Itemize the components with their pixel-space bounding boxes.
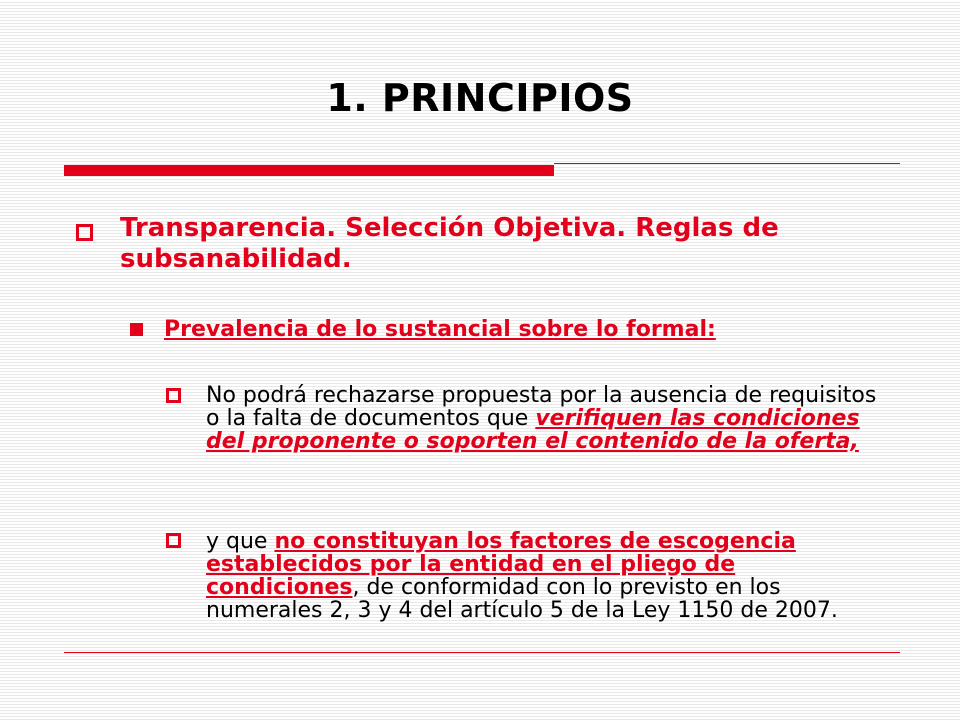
- bullet-item2-text: [206, 530, 886, 622]
- item2-emphasis-text: no constituyan los factores de escogencia establecidos por la entidad en el pliego de condiciones: [206, 529, 796, 600]
- item1-emphasis-text: verifiquen las condiciones del proponente o soporten el contenido de la oferta,: [206, 406, 860, 454]
- bullet-level1-text: Transparencia. Selección Objetiva. Reglas de subsanabilidad.: [120, 213, 779, 274]
- bullet-level2-text: Prevalencia de lo sustancial sobre lo formal:: [164, 317, 716, 342]
- bullet-item1-text: [206, 384, 886, 453]
- item1-plain-text: No podrá rechazarse propuesta por la ausencia de requisitos o la falta de documentos que: [206, 383, 877, 431]
- slide-title: 1. PRINCIPIOS: [326, 76, 634, 120]
- hollow-square-icon: [166, 388, 181, 403]
- hollow-square-icon: [76, 224, 93, 241]
- item2-suffix-text: , de conformidad con lo previsto en los numerales 2, 3 y 4 del artículo 5 de la Ley 1150 de 2007.: [206, 575, 838, 623]
- item2-prefix-text: y que: [206, 529, 275, 554]
- hollow-square-icon: [166, 533, 181, 548]
- title-underline-thin: [554, 163, 900, 164]
- title-underline-thick: [64, 165, 554, 176]
- bottom-divider: [64, 652, 900, 653]
- solid-square-icon: [130, 323, 143, 336]
